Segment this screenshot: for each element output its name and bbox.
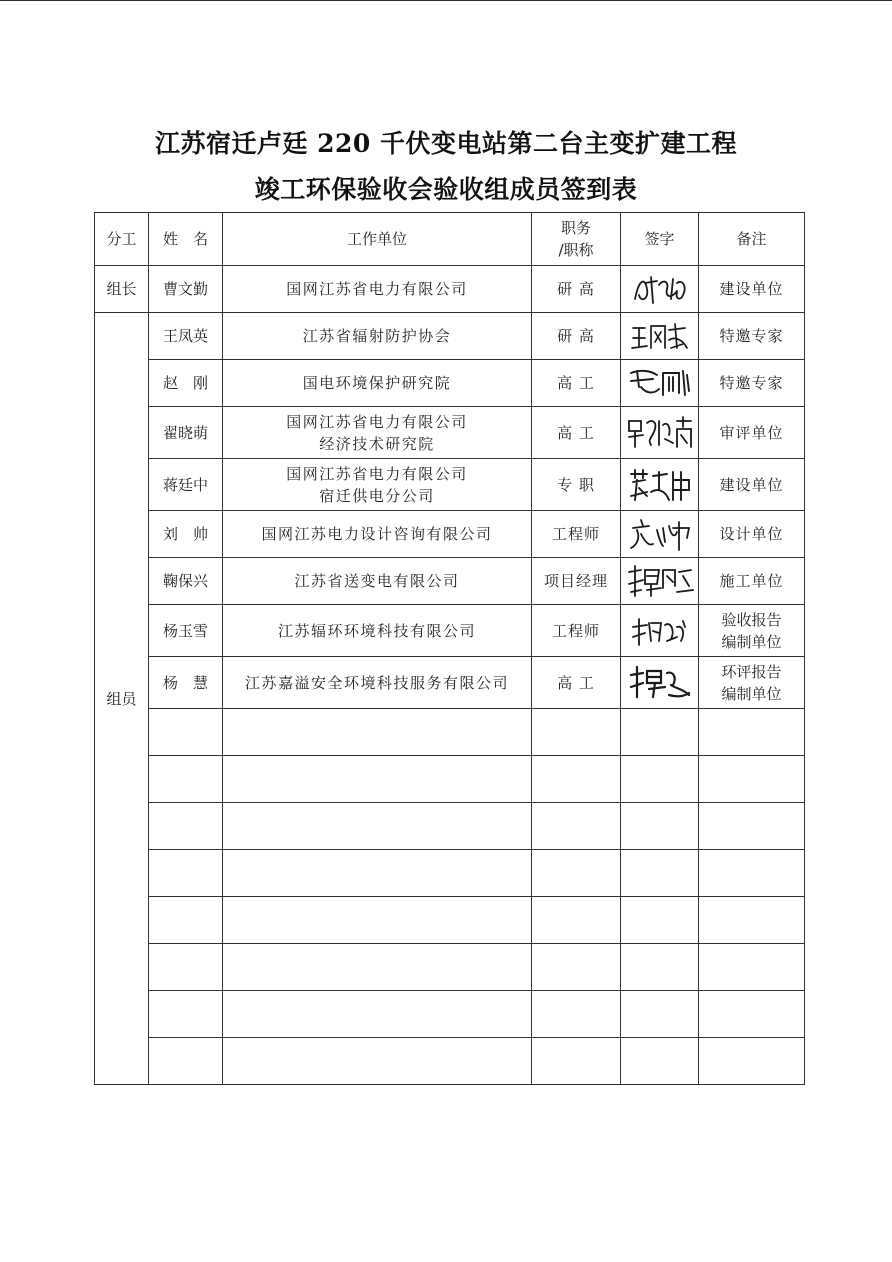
name-cell: 刘 帅 bbox=[149, 511, 223, 558]
document-title-line-2: 竣工环保验收会验收组成员签到表 bbox=[254, 175, 638, 204]
signature-cell bbox=[621, 360, 699, 407]
unit-cell: 国网江苏电力设计咨询有限公司 bbox=[223, 511, 532, 558]
header-position-line-1: 职务 bbox=[560, 219, 591, 237]
table-row bbox=[95, 407, 805, 459]
sign-in-table bbox=[94, 212, 805, 1085]
position-cell[interactable] bbox=[532, 803, 621, 850]
handwritten-signature bbox=[627, 466, 693, 504]
position-cell: 研 高 bbox=[532, 266, 621, 313]
remark-cell bbox=[699, 657, 805, 709]
name-cell[interactable] bbox=[149, 944, 223, 991]
empty-table-row bbox=[95, 1038, 805, 1085]
position-cell[interactable] bbox=[532, 991, 621, 1038]
name-cell: 鞠保兴 bbox=[149, 558, 223, 605]
name-cell[interactable] bbox=[149, 756, 223, 803]
unit-cell: 江苏省辐射防护协会 bbox=[223, 313, 532, 360]
signature-cell bbox=[621, 459, 699, 511]
position-cell[interactable] bbox=[532, 897, 621, 944]
signature-cell bbox=[621, 605, 699, 657]
document-title-line-1: 江苏宿迁卢廷 220 千伏变电站第二台主变扩建工程 bbox=[154, 129, 738, 158]
unit-cell[interactable] bbox=[223, 803, 532, 850]
remark-cell: 设计单位 bbox=[699, 511, 805, 558]
role-cell-members: 组员 bbox=[95, 313, 149, 1085]
position-cell[interactable] bbox=[532, 850, 621, 897]
header-position-line-2: /职称 bbox=[558, 241, 594, 259]
signature-cell bbox=[621, 407, 699, 459]
name-cell: 曹文勤 bbox=[149, 266, 223, 313]
header-position bbox=[532, 213, 621, 266]
remark-line-2: 编制单位 bbox=[721, 684, 782, 703]
remark-cell[interactable] bbox=[699, 803, 805, 850]
signature-cell bbox=[621, 266, 699, 313]
signature-cell[interactable] bbox=[621, 944, 699, 991]
position-cell[interactable] bbox=[532, 944, 621, 991]
table-header-row bbox=[95, 213, 805, 266]
remark-cell[interactable] bbox=[699, 850, 805, 897]
signature-cell[interactable] bbox=[621, 803, 699, 850]
empty-table-row bbox=[95, 803, 805, 850]
unit-cell: 江苏省送变电有限公司 bbox=[223, 558, 532, 605]
name-cell[interactable] bbox=[149, 897, 223, 944]
remark-line-1: 环评报告 bbox=[721, 662, 782, 681]
table-row bbox=[95, 558, 805, 605]
header-name: 姓 名 bbox=[149, 213, 223, 266]
handwritten-signature bbox=[627, 516, 693, 552]
table-row bbox=[95, 511, 805, 558]
handwritten-signature bbox=[627, 663, 693, 703]
signature-cell bbox=[621, 657, 699, 709]
name-cell[interactable] bbox=[149, 991, 223, 1038]
name-cell[interactable] bbox=[149, 803, 223, 850]
name-cell[interactable] bbox=[149, 709, 223, 756]
unit-cell: 江苏辐环环境科技有限公司 bbox=[223, 605, 532, 657]
remark-cell: 建设单位 bbox=[699, 459, 805, 511]
unit-line-2: 宿迁供电分公司 bbox=[319, 486, 435, 505]
table-row bbox=[95, 657, 805, 709]
signature-cell[interactable] bbox=[621, 756, 699, 803]
name-cell: 杨玉雪 bbox=[149, 605, 223, 657]
remark-cell[interactable] bbox=[699, 991, 805, 1038]
unit-cell[interactable] bbox=[223, 1038, 532, 1085]
handwritten-signature bbox=[625, 413, 695, 453]
unit-cell: 江苏嘉溢安全环境科技服务有限公司 bbox=[223, 657, 532, 709]
remark-cell: 施工单位 bbox=[699, 558, 805, 605]
signature-cell bbox=[621, 511, 699, 558]
signature-cell[interactable] bbox=[621, 709, 699, 756]
position-cell: 专 职 bbox=[532, 459, 621, 511]
unit-cell[interactable] bbox=[223, 850, 532, 897]
empty-table-row bbox=[95, 944, 805, 991]
remark-cell: 审评单位 bbox=[699, 407, 805, 459]
position-cell: 工程师 bbox=[532, 511, 621, 558]
handwritten-signature bbox=[627, 318, 693, 354]
position-cell[interactable] bbox=[532, 756, 621, 803]
name-cell: 杨 慧 bbox=[149, 657, 223, 709]
unit-line-1: 国网江苏省电力有限公司 bbox=[286, 412, 468, 431]
position-cell: 研 高 bbox=[532, 313, 621, 360]
empty-table-row bbox=[95, 991, 805, 1038]
name-cell: 王凤英 bbox=[149, 313, 223, 360]
unit-cell bbox=[223, 407, 532, 459]
remark-cell[interactable] bbox=[699, 709, 805, 756]
role-cell: 组长 bbox=[95, 266, 149, 313]
signature-cell[interactable] bbox=[621, 991, 699, 1038]
header-role: 分工 bbox=[95, 213, 149, 266]
table-row bbox=[95, 360, 805, 407]
handwritten-signature bbox=[627, 365, 693, 401]
remark-cell[interactable] bbox=[699, 756, 805, 803]
header-signature: 签字 bbox=[621, 213, 699, 266]
position-cell[interactable] bbox=[532, 709, 621, 756]
signature-cell[interactable] bbox=[621, 1038, 699, 1085]
signature-cell[interactable] bbox=[621, 897, 699, 944]
unit-line-1: 国网江苏省电力有限公司 bbox=[286, 464, 468, 483]
position-cell[interactable] bbox=[532, 1038, 621, 1085]
remark-cell: 特邀专家 bbox=[699, 360, 805, 407]
table-row bbox=[95, 266, 805, 313]
remark-line-2: 编制单位 bbox=[721, 632, 782, 651]
handwritten-signature bbox=[625, 562, 695, 600]
remark-cell[interactable] bbox=[699, 1038, 805, 1085]
header-remark: 备注 bbox=[699, 213, 805, 266]
position-cell: 工程师 bbox=[532, 605, 621, 657]
page-top-border bbox=[0, 0, 892, 1]
unit-cell[interactable] bbox=[223, 709, 532, 756]
name-cell[interactable] bbox=[149, 1038, 223, 1085]
table-row bbox=[95, 313, 805, 360]
unit-cell: 国网江苏省电力有限公司 bbox=[223, 266, 532, 313]
signature-cell[interactable] bbox=[621, 850, 699, 897]
unit-cell: 国电环境保护研究院 bbox=[223, 360, 532, 407]
name-cell[interactable] bbox=[149, 850, 223, 897]
remark-cell bbox=[699, 605, 805, 657]
signature-cell bbox=[621, 558, 699, 605]
name-cell: 赵 刚 bbox=[149, 360, 223, 407]
unit-cell[interactable] bbox=[223, 944, 532, 991]
empty-table-row bbox=[95, 756, 805, 803]
position-cell: 高 工 bbox=[532, 657, 621, 709]
empty-table-row bbox=[95, 897, 805, 944]
remark-cell: 特邀专家 bbox=[699, 313, 805, 360]
signature-cell bbox=[621, 313, 699, 360]
unit-cell[interactable] bbox=[223, 991, 532, 1038]
unit-cell[interactable] bbox=[223, 756, 532, 803]
name-cell: 翟晓萌 bbox=[149, 407, 223, 459]
header-unit: 工作单位 bbox=[223, 213, 532, 266]
remark-cell[interactable] bbox=[699, 944, 805, 991]
remark-cell[interactable] bbox=[699, 897, 805, 944]
table-row bbox=[95, 459, 805, 511]
position-cell: 项目经理 bbox=[532, 558, 621, 605]
remark-cell: 建设单位 bbox=[699, 266, 805, 313]
table-row bbox=[95, 605, 805, 657]
remark-line-1: 验收报告 bbox=[721, 610, 782, 629]
handwritten-signature bbox=[627, 269, 693, 309]
name-cell: 蒋廷中 bbox=[149, 459, 223, 511]
empty-table-row bbox=[95, 850, 805, 897]
unit-cell bbox=[223, 459, 532, 511]
unit-line-2: 经济技术研究院 bbox=[319, 434, 435, 453]
position-cell: 高 工 bbox=[532, 407, 621, 459]
unit-cell[interactable] bbox=[223, 897, 532, 944]
empty-table-row bbox=[95, 709, 805, 756]
handwritten-signature bbox=[627, 611, 693, 651]
position-cell: 高 工 bbox=[532, 360, 621, 407]
